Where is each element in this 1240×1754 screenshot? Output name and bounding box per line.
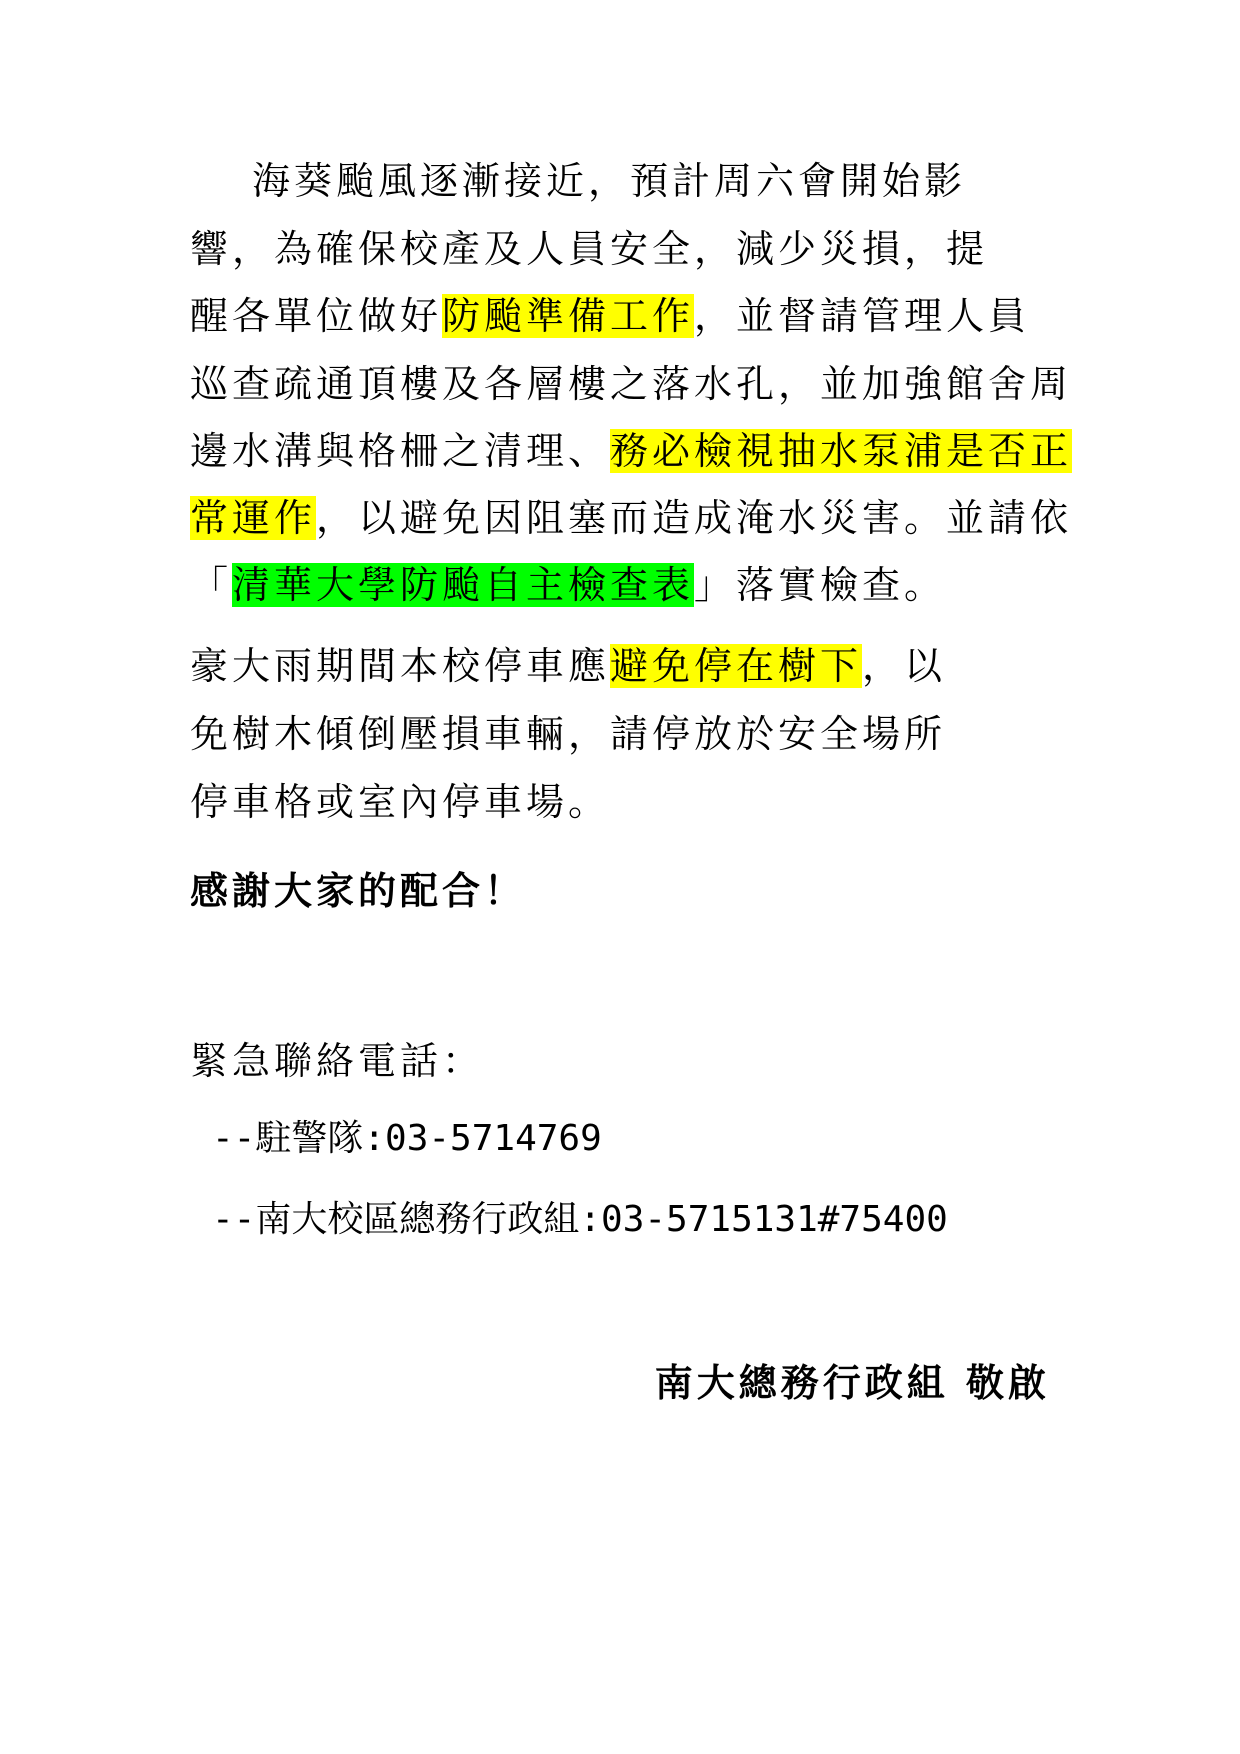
para1-line-7: 「清華大學防颱自主檢查表」落實檢查。: [190, 563, 947, 607]
para2-line-1: 豪大雨期間本校停車應避免停在樹下，以: [190, 644, 947, 688]
para2-line-2: 免樹木傾倒壓損車輛，請停放於安全場所: [190, 712, 947, 756]
contact-general-affairs: --南大校區總務行政組:03-5715131#75400: [212, 1199, 948, 1240]
highlight-check-pump: 務必檢視抽水泵浦是否正: [610, 429, 1073, 473]
contact-police: --駐警隊:03-5714769: [212, 1118, 602, 1159]
signature: 南大總務行政組 敬啟: [654, 1360, 1050, 1405]
para1-line-1: 海葵颱風逐漸接近，預計周六會開始影: [252, 159, 967, 203]
highlight-typhoon-prep: 防颱準備工作: [442, 294, 695, 338]
para1-line-2: 響，為確保校產及人員安全，減少災損，提: [190, 227, 989, 271]
para2-line-3: 停車格或室內停車場。: [190, 780, 611, 824]
highlight-checklist: 清華大學防颱自主檢查表: [232, 563, 695, 607]
para1-line-5: 邊水溝與格柵之清理、務必檢視抽水泵浦是否正: [190, 429, 1073, 473]
para1-line-6: 常運作，以避免因阻塞而造成淹水災害。並請依: [190, 496, 1073, 540]
highlight-normal-operation: 常運作: [190, 496, 317, 540]
thanks-line: 感謝大家的配合！: [190, 868, 527, 913]
para1-line-3: 醒各單位做好防颱準備工作，並督請管理人員: [190, 294, 1031, 338]
highlight-avoid-trees: 避免停在樹下: [610, 644, 863, 688]
para1-line-4: 巡查疏通頂樓及各層樓之落水孔，並加強館舍周: [190, 362, 1073, 406]
contacts-heading: 緊急聯絡電話：: [190, 1039, 485, 1083]
